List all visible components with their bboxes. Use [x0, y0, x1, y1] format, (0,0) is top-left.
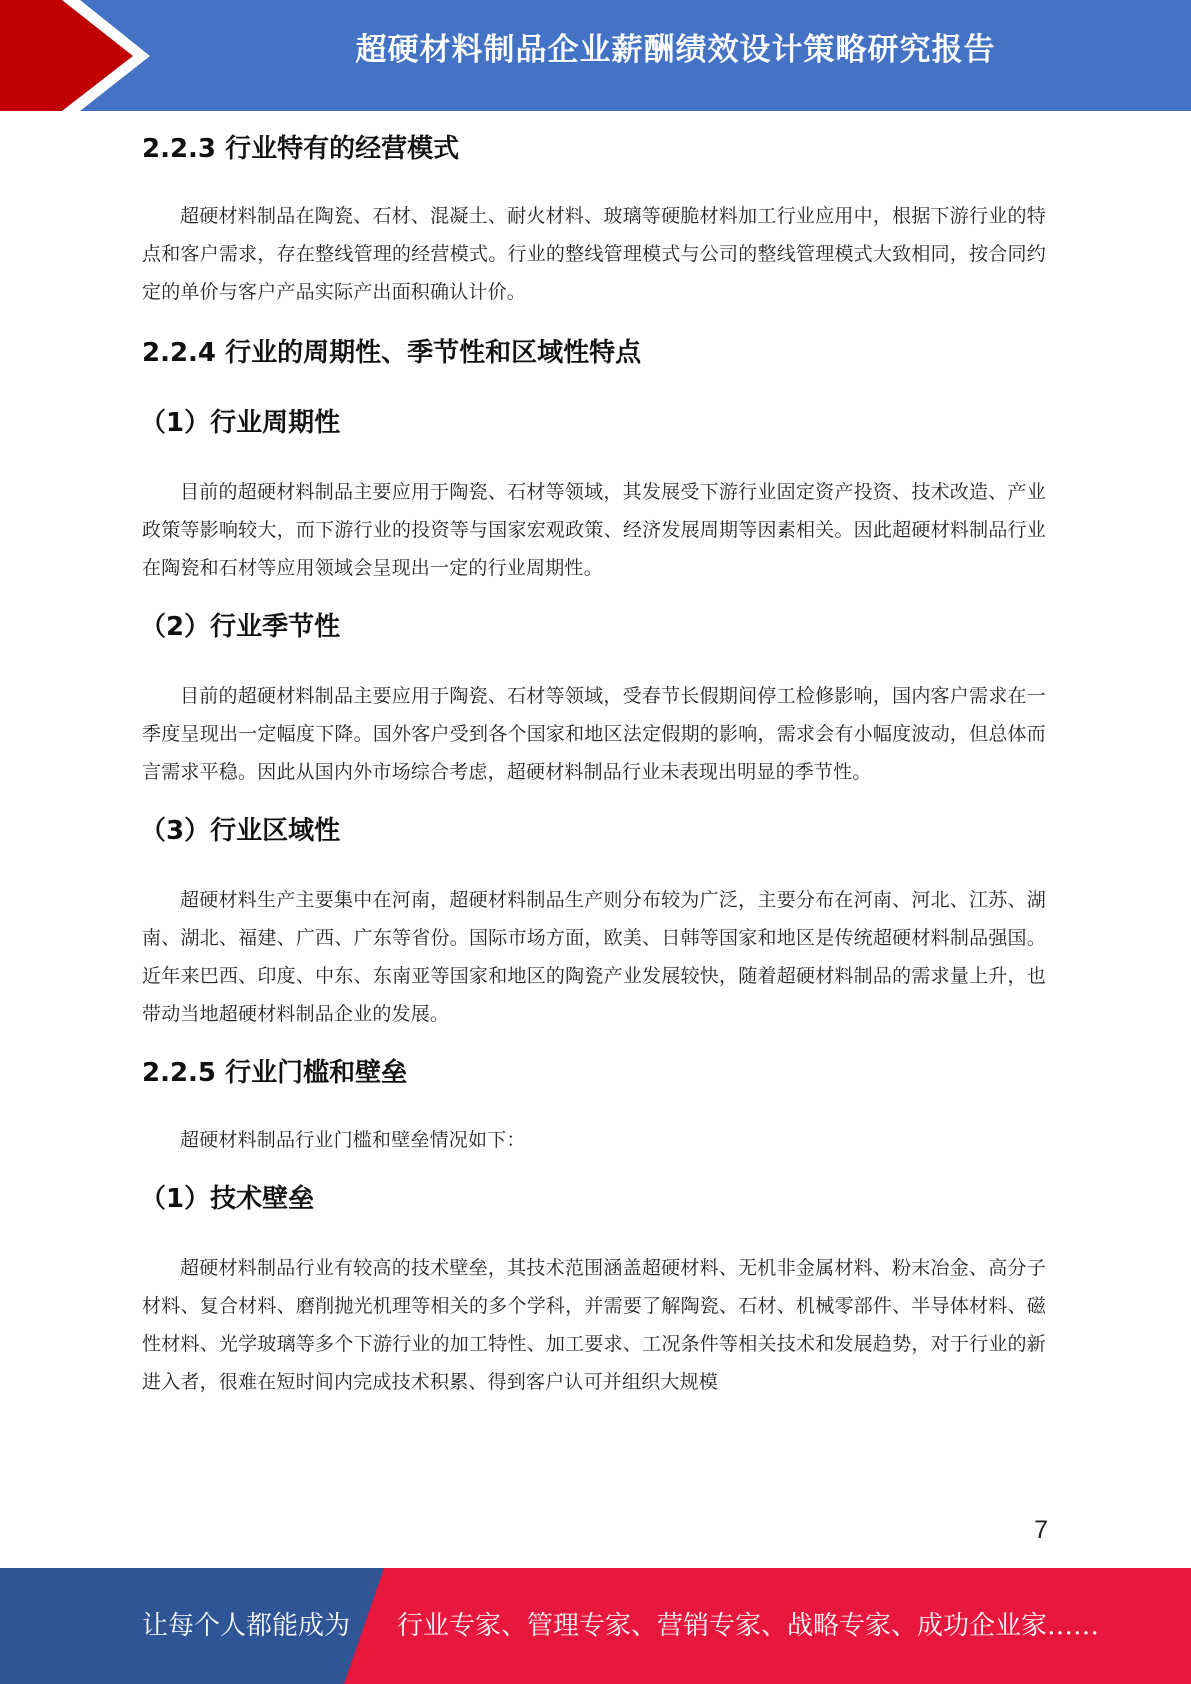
paragraph: 目前的超硬材料制品主要应用于陶瓷、石材等领域，其发展受下游行业固定资产投资、技术改造、产业政策等影响较大，而下游行业的投资等与国家宏观政策、经济发展周期等因素相关。因此超硬材料制品行业在陶瓷和石材等应用领域会呈现出一定的行业周期性。 [142, 481, 1046, 579]
paragraph: 超硬材料生产主要集中在河南，超硬材料制品生产则分布较为广泛，主要分布在河南、河北、江苏、湖南、湖北、福建、广西、广东等省份。国际市场方面，欧美、日韩等国家和地区是传统超硬材料制品强国。近年来巴西、印度、中东、东南亚等国家和地区的陶瓷产业发展较快，随着超硬材料制品的需求量上升，也带动当地超硬材料制品企业的发展。 [142, 889, 1046, 1025]
document-body [142, 111, 1046, 1401]
section-heading-2-2-4: 2.2.4 行业的周期性、季节性和区域性特点 [142, 338, 642, 368]
section-heading-2-2-3: 2.2.3 行业特有的经营模式 [142, 134, 460, 164]
footer-slogan-left: 让每个人都能成为 [142, 1611, 351, 1641]
footer-slogan-right: 行业专家、管理专家、营销专家、战略专家、成功企业家…… [397, 1611, 1100, 1641]
paragraph: 目前的超硬材料制品主要应用于陶瓷、石材等领域，受春节长假期间停工检修影响，国内客户需求在一季度呈现出一定幅度下降。国外客户受到各个国家和地区法定假期的影响，需求会有小幅度波动，但总体而言需求平稳。因此从国内外市场综合考虑，超硬材料制品行业未表现出明显的季节性。 [142, 685, 1046, 783]
paragraph: 超硬材料制品在陶瓷、石材、混凝土、耐火材料、玻璃等硬脆材料加工行业应用中，根据下游行业的特点和客户需求，存在整线管理的经营模式。行业的整线管理模式与公司的整线管理模式大致相同，按合同约定的单价与客户产品实际产出面积确认计价。 [142, 205, 1046, 303]
section-heading-2-2-5: 2.2.5 行业门槛和壁垒 [142, 1058, 408, 1088]
subsection-heading-seasonality: （2）行业季节性 [140, 612, 341, 642]
subsection-heading-technical-barrier: （1）技术壁垒 [140, 1184, 315, 1214]
page-header-band [0, 0, 1191, 111]
paragraph: 超硬材料制品行业有较高的技术壁垒，其技术范围涵盖超硬材料、无机非金属材料、粉末冶金、高分子材料、复合材料、磨削抛光机理等相关的多个学科，并需要了解陶瓷、石材、机械零部件、半导体材料、磁性材料、光学玻璃等多个下游行业的加工特性、加工要求、工况条件等相关技术和发展趋势，对于行业的新进入者，很难在短时间内完成技术积累、得到客户认可并组织大规模 [142, 1257, 1046, 1393]
subsection-heading-cyclicality: （1）行业周期性 [140, 408, 341, 438]
page-number: 7 [1034, 1516, 1048, 1544]
paragraph: 超硬材料制品行业门槛和壁垒情况如下： [180, 1129, 526, 1151]
page-footer-band [0, 1568, 1191, 1684]
header-arrow-decoration [0, 0, 160, 111]
report-title: 超硬材料制品企业薪酬绩效设计策略研究报告 [355, 32, 996, 68]
subsection-heading-regionality: （3）行业区域性 [140, 816, 341, 846]
